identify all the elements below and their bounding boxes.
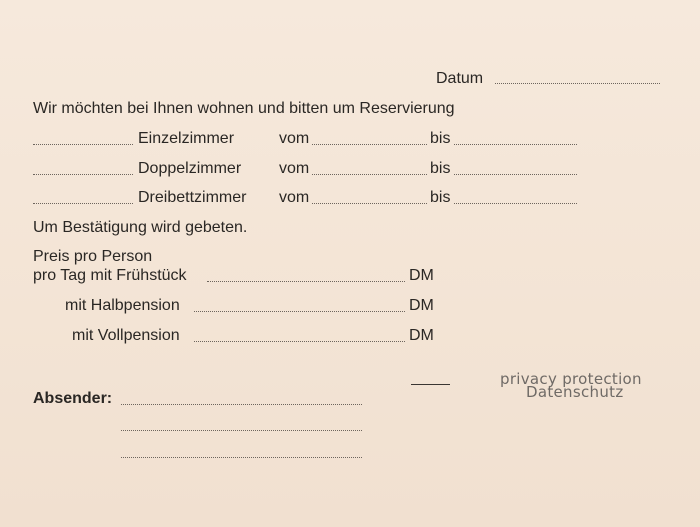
datum-field[interactable] <box>495 83 660 84</box>
to-label: bis <box>430 130 451 147</box>
from-label: vom <box>279 160 310 177</box>
room-type-label: Dreibettzimmer <box>138 189 247 206</box>
sender-line-1[interactable] <box>121 404 362 405</box>
from-date-field[interactable] <box>312 203 427 204</box>
confirmation-text: Um Bestätigung wird gebeten. <box>33 219 248 236</box>
price-label: pro Tag mit Frühstück <box>33 267 187 284</box>
to-date-field[interactable] <box>454 203 577 204</box>
to-date-field[interactable] <box>454 144 577 145</box>
from-label: vom <box>279 189 310 206</box>
room-count-field[interactable] <box>33 144 133 145</box>
room-count-field[interactable] <box>33 203 133 204</box>
from-date-field[interactable] <box>312 174 427 175</box>
room-count-field[interactable] <box>33 174 133 175</box>
sender-line-3[interactable] <box>121 457 362 458</box>
price-field[interactable] <box>194 341 405 342</box>
price-heading: Preis pro Person <box>33 248 153 265</box>
watermark-line-1: privacy protection <box>500 370 642 388</box>
to-label: bis <box>430 160 451 177</box>
divider-line <box>411 384 450 385</box>
from-date-field[interactable] <box>312 144 427 145</box>
price-field[interactable] <box>207 281 405 282</box>
price-label: mit Vollpension <box>72 327 180 344</box>
room-type-label: Einzelzimmer <box>138 130 235 147</box>
watermark-line-2: Datenschutz <box>526 383 624 401</box>
sender-line-2[interactable] <box>121 430 362 431</box>
to-date-field[interactable] <box>454 174 577 175</box>
price-label: mit Halbpension <box>65 297 180 314</box>
sender-label: Absender: <box>33 390 113 407</box>
price-field[interactable] <box>194 311 405 312</box>
intro-text: Wir möchten bei Ihnen wohnen und bitten um Reservierung <box>33 100 455 117</box>
currency-label: DM <box>409 267 434 284</box>
from-label: vom <box>279 130 310 147</box>
to-label: bis <box>430 189 451 206</box>
datum-label: Datum <box>436 70 484 87</box>
currency-label: DM <box>409 297 434 314</box>
room-type-label: Doppelzimmer <box>138 160 242 177</box>
currency-label: DM <box>409 327 434 344</box>
